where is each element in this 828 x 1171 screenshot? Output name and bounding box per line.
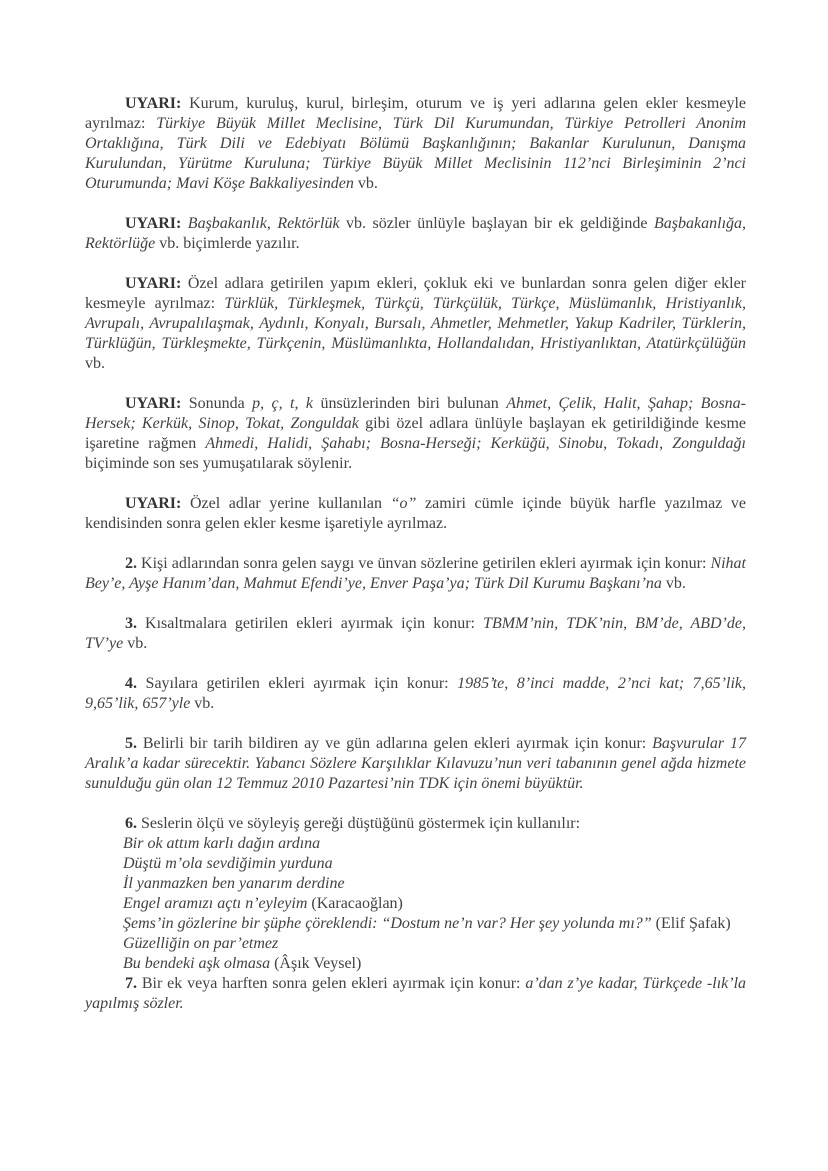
text-run-bold: 2. (125, 555, 137, 572)
text-run-bold: UYARI: (125, 495, 182, 512)
poem-line-2 (85, 854, 746, 874)
text-run-italic: Engel aramızı açtı n’eyleyim (123, 895, 308, 912)
text-run-normal: ünsüzlerinden biri bulunan (313, 395, 507, 412)
item-5-dates (85, 734, 746, 794)
poem-line-3 (85, 874, 746, 894)
text-run-bold: UYARI: (125, 395, 182, 412)
text-run-italic: a’dan z’ye kadar, Türkçede -lık’la yapılmış sözler. (85, 975, 747, 1012)
text-run-italic: TBMM’nin, TDK’nin, BM’de, ABD’de, TV’ye (85, 615, 746, 652)
text-run-normal: vb. (661, 575, 686, 592)
text-run-bold: 7. (125, 975, 137, 992)
item-2-titles (85, 554, 746, 594)
text-run-normal: Seslerin ölçü ve söyleyiş gereği düştüğünü göstermek için kullanılır: (137, 815, 581, 832)
text-run-normal: Sonunda (181, 395, 253, 412)
text-run-normal: vb. (123, 635, 148, 652)
poem-line-7 (85, 954, 746, 974)
text-run-normal: (Karacaoğlan) (307, 895, 403, 912)
warning-o-pronoun (85, 494, 746, 534)
text-run-normal: Özel adlara getirilen yapım ekleri, çokluk eki ve bunlardan sonra gelen diğer ekler kesmeyle ayrılmaz: (85, 275, 746, 312)
text-run-normal: Kurum, kuruluş, kurul, birleşim, oturum ve iş yeri adlarına gelen ekler kesmeyle ayrılmaz: (85, 95, 746, 132)
item-7-letters (85, 974, 746, 1014)
text-run-italic: İl yanmazken ben yanarım derdine (123, 875, 345, 892)
warning-basbakanlik-rektorluk (85, 214, 746, 254)
text-run-italic: Nihat Bey’e, Ayşe Hanım’dan, Mahmut Efendi’ye, Enver Paşa’ya; Türk Dil Kurumu Başkanı’na (85, 555, 746, 592)
text-run-normal: Kişi adlarından sonra gelen saygı ve ünvan sözlerine getirilen ekleri ayırmak için konur: (137, 555, 711, 572)
text-run-bold: UYARI: (125, 275, 182, 292)
text-run-normal: (Elif Şafak) (651, 915, 731, 932)
text-run-normal: Sayılara getirilen ekleri ayırmak için konur: (137, 675, 458, 692)
text-run-normal: vb. (190, 695, 215, 712)
poem-line-5 (85, 914, 746, 934)
text-run-italic: p, ç, t, k (252, 395, 314, 412)
warning-derivational-suffixes (85, 274, 746, 374)
text-run-normal: vb. biçimlerde yazılır. (155, 235, 300, 252)
text-run-normal: vb. (353, 175, 378, 192)
text-run-normal: vb. sözler ünlüyle başlayan bir ek geldiğinde (339, 215, 655, 232)
text-run-italic: Başbakanlığa, Rektörlüğe (85, 215, 747, 252)
text-run-bold: UYARI: (125, 95, 182, 112)
text-run-normal: vb. (85, 355, 105, 372)
text-run-normal: Belirli bir tarih bildiren ay ve gün adlarına gelen ekleri ayırmak için konur: (137, 735, 653, 752)
text-run-italic: Başvurular 17 Aralık’a kadar sürecektir. Yabancı Sözlere Karşılıklar Kılavuzu’nun veri tabanının genel ağda hizmete sunulduğu gün olan 12 Temmuz 2010 Pazartesi’nin TDK için önemi büyüktür. (85, 735, 746, 792)
text-run-normal: gibi özel adlara ünlüyle başlayan ek getirildiğinde kesme işaretine rağmen (85, 415, 746, 452)
text-run-italic: Şems’in gözlerine bir şüphe çöreklendi: “Dostum ne’n var? Her şey yolunda mı?” (123, 915, 652, 932)
item-3-abbreviations (85, 614, 746, 654)
warning-institution-suffixes (85, 94, 746, 194)
item-6-elision-header (85, 814, 746, 834)
text-run-italic: “o” (390, 495, 417, 512)
text-run-bold: 3. (125, 615, 137, 632)
poem-line-4 (85, 894, 746, 914)
text-run-italic: Bir ok attım karlı dağın ardına (123, 835, 321, 852)
text-run-normal: biçiminde son ses yumuşatılarak söylenir. (85, 455, 353, 472)
text-run-normal: Özel adlar yerine kullanılan (181, 495, 391, 512)
text-run-italic: 1985’te, 8’inci madde, 2’nci kat; 7,65’lik, 9,65’lik, 657’yle (85, 675, 746, 712)
text-run-italic: Bu bendeki aşk olmasa (123, 955, 271, 972)
item-4-numbers (85, 674, 746, 714)
text-run-bold: UYARI: (125, 215, 182, 232)
text-run-bold: 6. (125, 815, 137, 832)
text-run-italic: Ahmet, Çelik, Halit, Şahap; Bosna-Hersek; Kerkük, Sinop, Tokat, Zonguldak (85, 395, 747, 432)
text-run-bold: 4. (125, 675, 137, 692)
poem-line-6 (85, 934, 746, 954)
text-run-italic: Türklük, Türkleşmek, Türkçü, Türkçülük, Türkçe, Müslümanlık, Hristiyanlık, Avrupalı, Avrupalılaşmak, Aydınlı, Konyalı, Bursalı, Ahmetler, Mehmetler, Yakup Kadriler, Türklerin, Türklüğün, Türkleşmekte, Türkçenin, Müslümanlıkta, Hollandalıdan, Hristiyanlıktan, Atatürkçülüğün (85, 295, 746, 352)
warning-final-consonant-softening (85, 394, 746, 474)
text-run-bold: 5. (125, 735, 137, 752)
text-run-italic: Düştü m’ola sevdiğimin yurduna (123, 855, 333, 872)
text-run-normal: zamiri cümle içinde büyük harfle yazılmaz ve kendisinden sonra gelen ekler kesme işaretiyle ayrılmaz. (85, 495, 747, 532)
text-run-normal: Bir ek veya harften sonra gelen ekleri ayırmak için konur: (137, 975, 526, 992)
poem-line-1 (85, 834, 746, 854)
document-body (85, 94, 746, 1014)
text-run-italic: Türkiye Büyük Millet Meclisine, Türk Dil Kurumundan, Türkiye Petrolleri Anonim Ortaklığına, Türk Dili ve Edebiyatı Bölümü Başkanlığının; Bakanlar Kurulunun, Danışma Kurulundan, Yürütme Kuruluna; Türkiye Büyük Millet Meclisinin 112’nci Birleşiminin 2’nci Oturumunda; Mavi Köşe Bakkaliyesinden (85, 115, 747, 192)
text-run-italic: Başbakanlık, Rektörlük (187, 215, 340, 232)
text-run-italic: Ahmedi, Halidi, Şahabı; Bosna-Herseği; Kerküğü, Sinobu, Tokadı, Zonguldağı (205, 435, 747, 452)
text-run-normal: (Âşık Veysel) (270, 955, 362, 972)
text-run-normal: Kısaltmalara getirilen ekleri ayırmak için konur: (137, 615, 484, 632)
text-run-italic: Güzelliğin on par’etmez (123, 935, 279, 952)
